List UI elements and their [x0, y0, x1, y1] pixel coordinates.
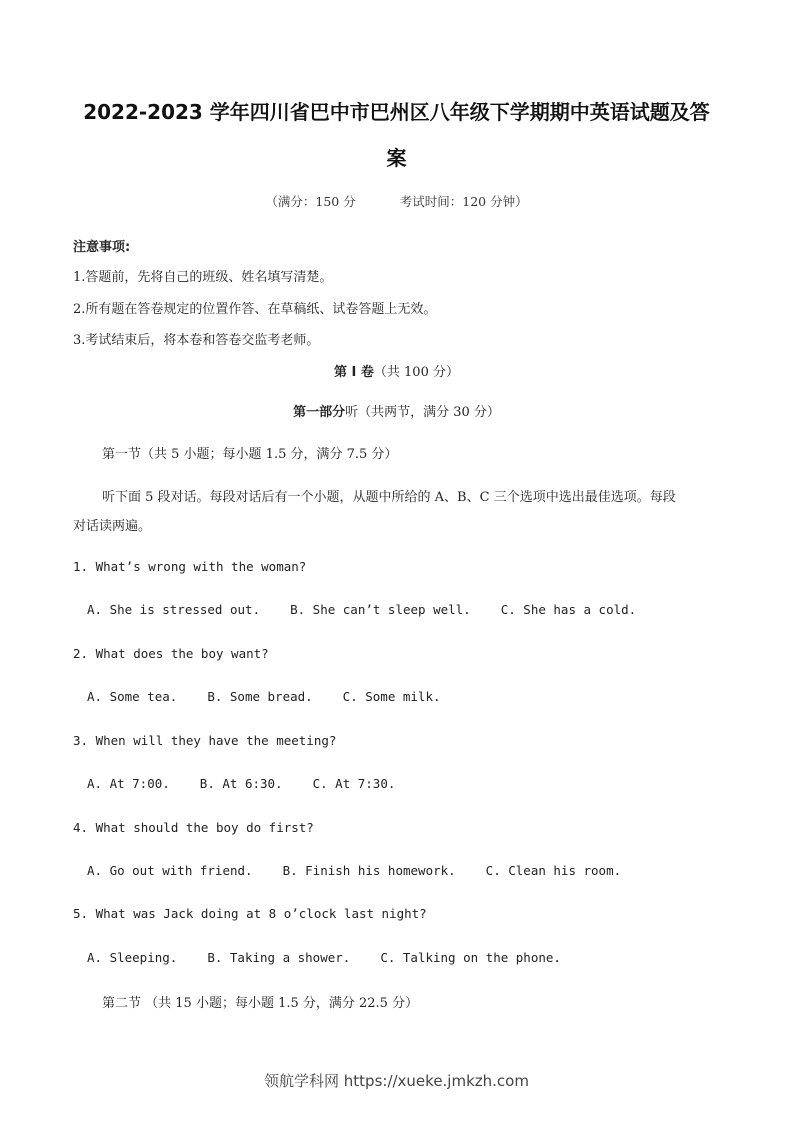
question-2: 2. What does the boy want?	[73, 646, 269, 661]
section2-heading: 第二节 （共 15 小题；每小题 1.5 分，满分 22.5 分）	[102, 996, 419, 1011]
option-b: B. Finish his homework.	[282, 863, 456, 878]
question-3: 3. When will they have the meeting?	[73, 733, 337, 748]
footer-watermark: 领航学科网 https://xueke.jmkzh.com	[264, 1072, 529, 1090]
option-b: B. Some bread.	[207, 689, 313, 704]
option-c: C. Talking on the phone.	[380, 950, 561, 965]
instruction-line1: 听下面 5 段对话。每段对话后有一个小题，从题中所给的 A、B、C 三个选项中选出最佳选项。每段	[102, 490, 676, 505]
note-item-1: 1.答题前，先将自己的班级、姓名填写清楚。	[73, 270, 333, 285]
volume-score: （共 100 分）	[373, 365, 459, 380]
option-c: C. Some milk.	[342, 689, 441, 704]
volume-label: 第 I 卷	[334, 365, 374, 380]
question-1: 1. What’s wrong with the woman?	[73, 559, 307, 574]
option-c: C. At 7:30.	[312, 776, 396, 791]
options-4	[87, 863, 651, 878]
option-c: C. Clean his room.	[485, 863, 622, 878]
options-3	[87, 776, 425, 791]
note-item-2: 2.所有题在答卷规定的位置作答、在草稿纸、试卷答题上无效。	[73, 302, 437, 317]
options-2	[87, 689, 471, 704]
part1-heading	[0, 401, 793, 420]
question-5: 5. What was Jack doing at 8 o’clock last night?	[73, 906, 427, 921]
options-1	[87, 602, 666, 617]
option-a: A. Some tea.	[87, 689, 178, 704]
option-a: A. At 7:00.	[87, 776, 170, 791]
exam-time: 考试时间：120 分钟）	[399, 194, 528, 209]
instruction-line2: 对话读两遍。	[73, 519, 152, 534]
note-item-3: 3.考试结束后，将本卷和答卷交监考老师。	[73, 333, 320, 348]
option-b: B. Taking a shower.	[207, 950, 351, 965]
part1-label: 第一部分	[293, 405, 346, 420]
volume-heading	[0, 361, 793, 380]
option-b: B. At 6:30.	[199, 776, 283, 791]
part1-desc: 听（共两节，满分 30 分）	[345, 405, 500, 420]
options-5	[87, 950, 591, 965]
exam-title-line1: 2022-2023 学年四川省巴中市巴州区八年级下学期期中英语试题及答	[83, 100, 710, 124]
full-score: （满分：150 分	[265, 194, 356, 209]
option-a: A. Sleeping.	[87, 950, 178, 965]
score-info	[0, 192, 793, 210]
option-a: A. Go out with friend.	[87, 863, 253, 878]
notes-heading: 注意事项:	[73, 240, 131, 255]
option-a: A. She is stressed out.	[87, 602, 261, 617]
option-c: C. She has a cold.	[500, 602, 637, 617]
section1-heading: 第一节（共 5 小题；每小题 1.5 分，满分 7.5 分）	[102, 447, 398, 462]
question-4: 4. What should the boy do first?	[73, 820, 314, 835]
option-b: B. She can’t sleep well.	[290, 602, 471, 617]
exam-title-line2: 案	[386, 146, 407, 170]
